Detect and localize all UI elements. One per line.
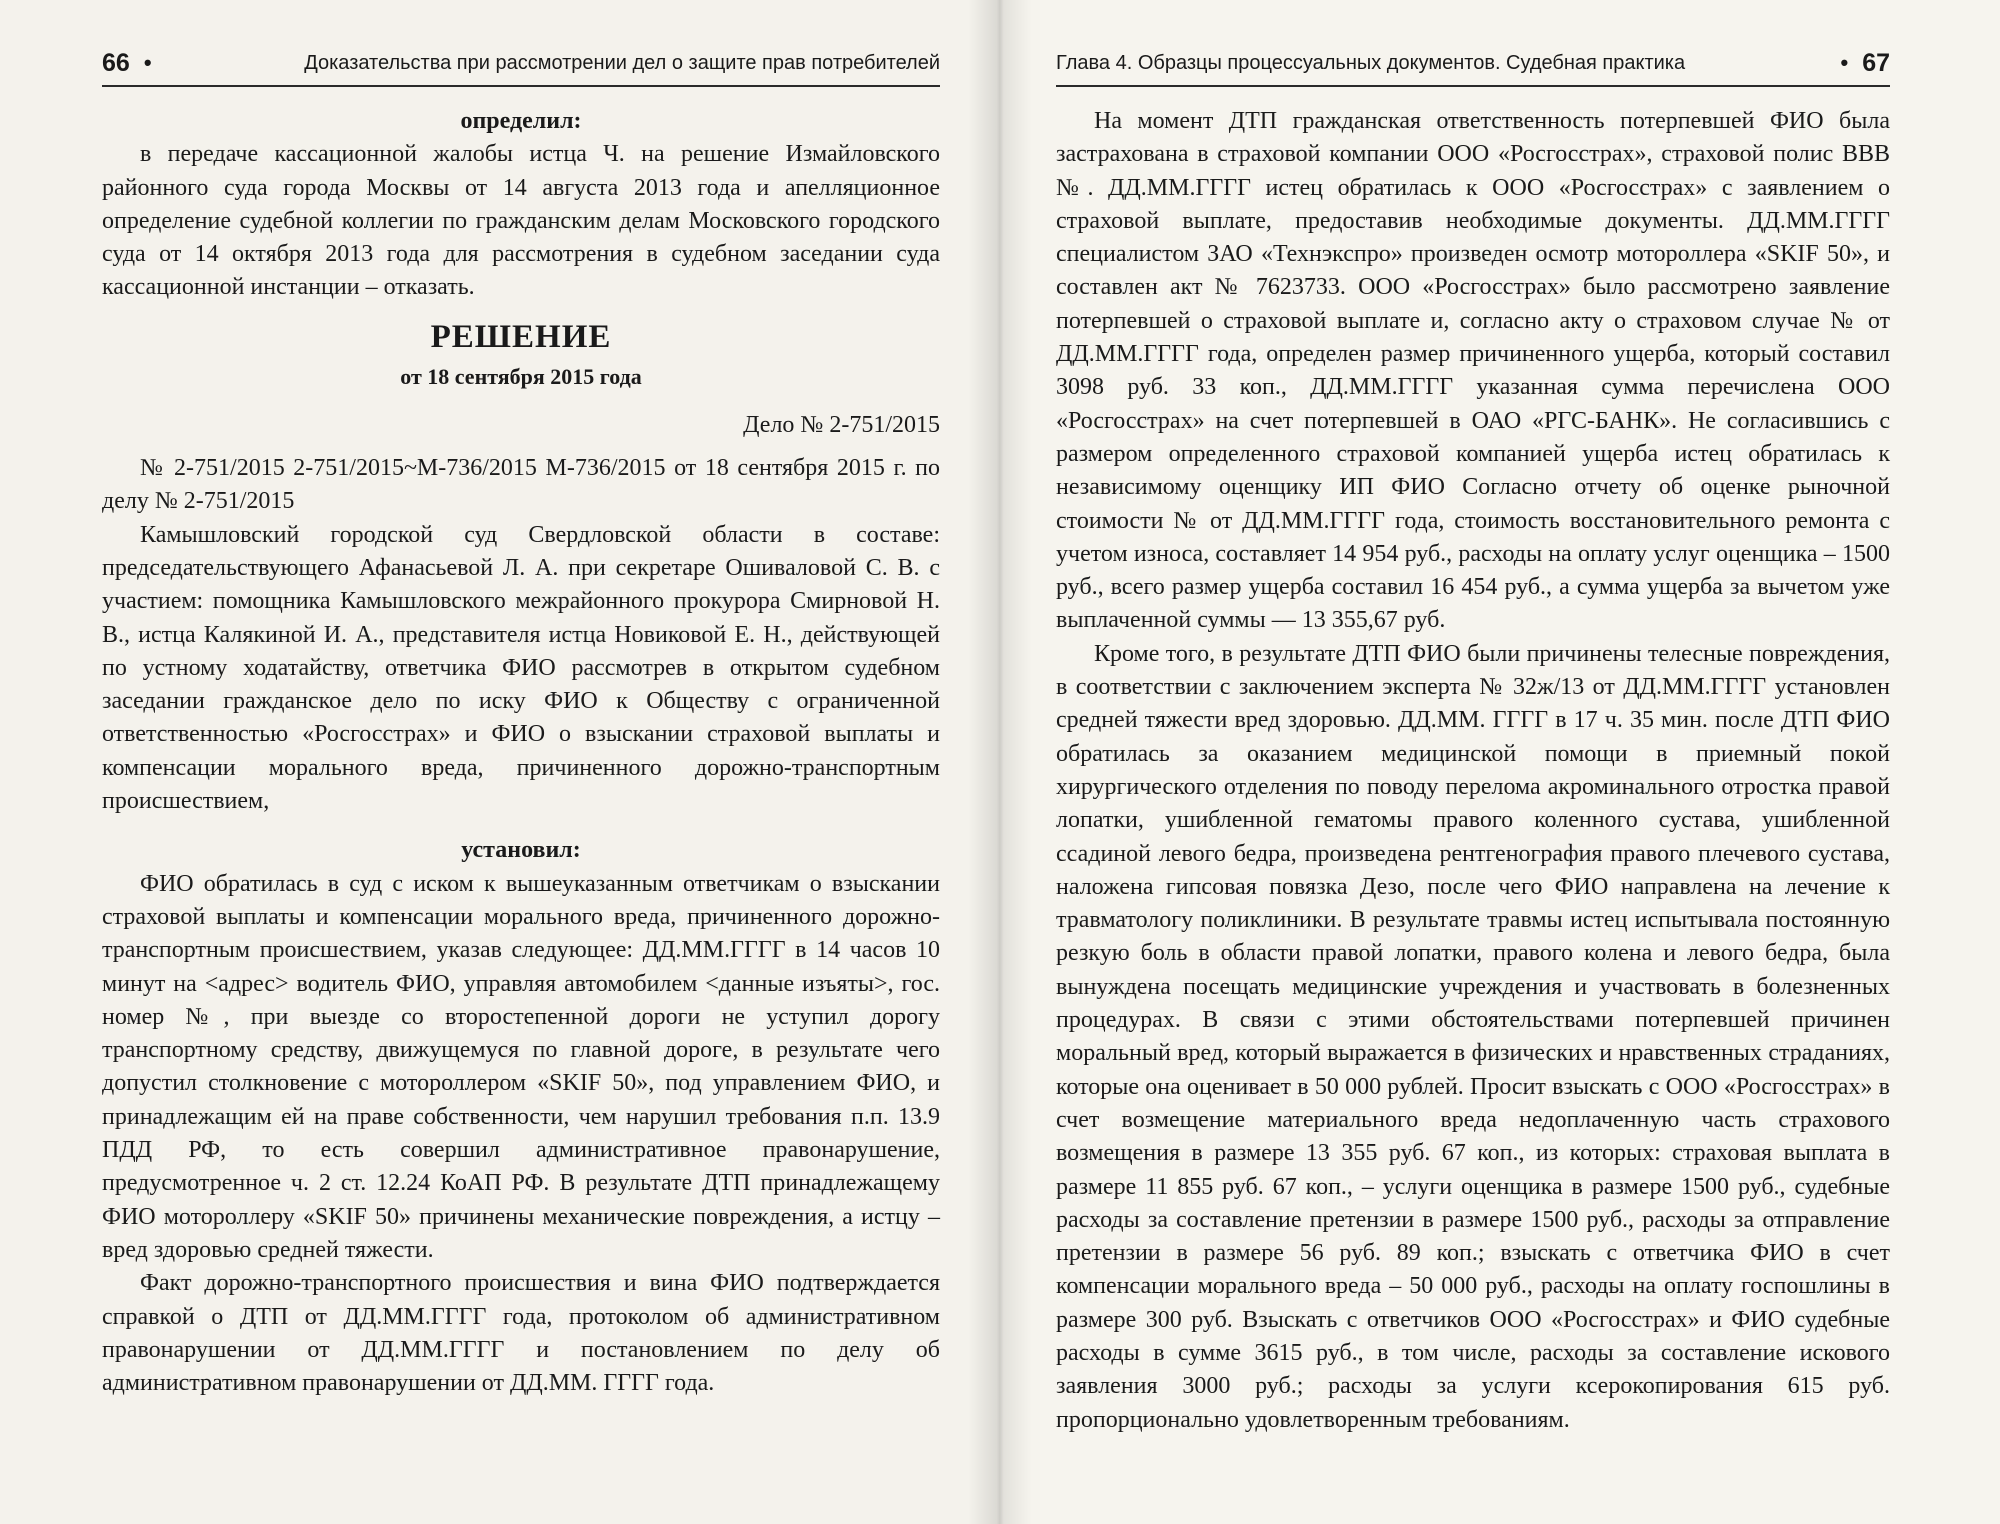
decision-title: РЕШЕНИЕ [430,318,612,355]
paragraph: Кроме того, в результате ДТП ФИО были причинены телесные повреждения, в соответствии с заключением эксперта № 32ж/13 от ДД.ММ.ГГГГ установлен средней тяжести вред здоровью. ДД.ММ. ГГГГ в 17 ч. 35 мин. после ДТП ФИО обратилась за оказанием медицинской помощи в приемный покой хирургического отделения по поводу перелома акроминального отростка правой лопатки, ушибленной гематомы правого коленного сустава, ушибленной ссадиной левого бедра, произведена рентгенография правого плечевого сустава, наложена гипсовая повязка Дезо, после чего ФИО направлена на лечение к травматологу поликлиники. В результате травмы истец испытывала постоянную резкую боль в области правой лопатки, правого колена и левого бедра, была вынуждена посещать медицинские учреждения и участвовать в болезненных процедурах. В связи с этими обстоятельствами потерпевшей причинен моральный вред, который выражается в физических и нравственных страданиях, которые она оценивает в 50 000 рублей. Просит взыскать с ООО «Росгосстрах» в счет возмещение материального вреда недоплаченную часть страхового возмещения в размере 13 355 руб. 67 коп., из которых: страховая выплата в размере 11 855 руб. 67 коп., – услуги оценщика в размере 1500 руб., судебные расходы за составление претензии в размере 1500 руб., расходы за отправление претензии в размере 56 руб. 89 коп.; взыскать с ответчика ФИО в счет компенсации морального вреда – 50 000 руб., расходы на оплату госпошлины в размере 300 руб. Взыскать с ответчиков ООО «Росгосстрах» и ФИО судебные расходы в сумме 3615 руб., в том числе, расходы за составление искового заявления 3000 руб.; расходы за услуги ксерокопирования 615 руб. пропорционально удовлетворенным требованиям. [1056,640,1890,1433]
heading-determined: определил: [460,108,582,134]
right-page-text [1056,105,1890,1437]
running-head-title: Глава 4. Образцы процессуальных документов. Судебная практика [1056,52,1686,74]
left-page-text [102,105,940,1400]
heading-established: установил: [461,837,581,864]
right-page [1000,0,2000,1524]
bullet-icon: • [1840,50,1849,75]
paragraph: № 2-751/2015 2-751/2015~М-736/2015 М-736/2015 от 18 сентября 2015 г. по делу № 2-751/2015 [102,455,940,515]
paragraph: Камышловский городской суд Свердловской области в составе: председательствующего Афанасьевой Л. А. при секретаре Ошиваловой С. В. с участием: помощника Камышловского межрайонного прокурора Смирновой Н. В., истца Калякиной И. А., представителя истца Новиковой Е. Н., действующей по устному ходатайству, ответчика ФИО рассмотрев в открытом судебном заседании гражданское дело по иску ФИО к Обществу с ограниченной ответственностью «Росгосстрах» и ФИО о взыскании страховой выплаты и компенсации морального вреда, причиненного дорожно-транспортным происшествием, [102,521,940,815]
bullet-icon: • [143,50,152,75]
page-number: 67 [1862,49,1890,77]
running-head-title: Доказательства при рассмотрении дел о защите прав потребителей [304,52,940,74]
page-number: 66 [102,49,130,77]
paragraph: На момент ДТП гражданская ответственность потерпевшей ФИО была застрахована в страховой компании ООО «Росгосстрах», страховой полис ВВВ №. ДД.ММ.ГГГГ истец обратилась к ООО «Росгосстрах» с заявлением о страховой выплате, предоставив необходимые документы. ДД.ММ.ГГГГ специалистом ЗАО «Технэкспро» произведен осмотр мотороллера «SKIF 50», и составлен акт № 7623733. ООО «Росгосстрах» было рассмотрено заявление потерпевшей о страховой выплате и, согласно акту о страховом случае № от ДД.ММ.ГГГГ года, определен размер причиненного ущерба, который составил 3098 руб. 33 коп., ДД.ММ.ГГГГ указанная сумма перечислена ООО «Росгосстрах» на счет потерпевшей в ОАО «РГС-БАНК». Не согласившись с размером определенного страховой компанией ущерба истец обратилась к независимому оценщику ИП ФИО Согласно отчету об оценке рыночной стоимости № от ДД.ММ.ГГГГ года, стоимость восстановительного ремонта с учетом износа, составляет 14 954 руб., расходы на оплату услуг оценщика – 1500 руб., всего размер ущерба составил 16 454 руб., а сумма ущерба за вычетом уже выплаченной суммы — 13 355,67 руб. [1056,108,1890,634]
paragraph: в передаче кассационной жалобы истца Ч. на решение Измайловского районного суда города Москвы от 14 августа 2013 года и апелляционное определение судебной коллегии по гражданским делам Московского городского суда от 14 октября 2013 года для рассмотрения в судебном заседании суда кассационной инстанции – отказать. [102,141,940,301]
left-running-head [102,50,940,87]
decision-date: от 18 сентября 2015 года [400,363,642,389]
paragraph: ФИО обратилась в суд с иском к вышеуказанным ответчикам о взыскании страховой выплаты и компенсации морального вреда, причиненного дорожно-транспортным происшествием, указав следующее: ДД.ММ.ГГГГ в 14 часов 10 минут на <адрес> водитель ФИО, управляя автомобилем <данные изъяты>, гос. номер №, при выезде со второстепенной дороги не уступил дорогу транспортному средству, движущемуся по главной дороге, в результате чего допустил столкновение с мотороллером «SKIF 50», под управлением ФИО, и принадлежащим ей на праве собственности, чем нарушил требования п.п. 13.9 ПДД РФ, то есть совершил административное правонарушение, предусмотренное ч. 2 ст. 12.24 КоАП РФ. В результате ДТП принадлежащему ФИО мотороллеру «SKIF 50» причинены механические повреждения, а истцу – вред здоровью средней тяжести. [102,870,940,1263]
paragraph: Факт дорожно-транспортного происшествия и вина ФИО подтверждается справкой о ДТП от ДД.ММ.ГГГГ года, протоколом об административном правонарушении от ДД.ММ.ГГГГ и постановлением по делу об административном правонарушении от ДД.ММ. ГГГГ года. [102,1270,940,1397]
right-running-head [1056,50,1890,87]
case-number: Дело № 2-751/2015 [743,411,940,438]
